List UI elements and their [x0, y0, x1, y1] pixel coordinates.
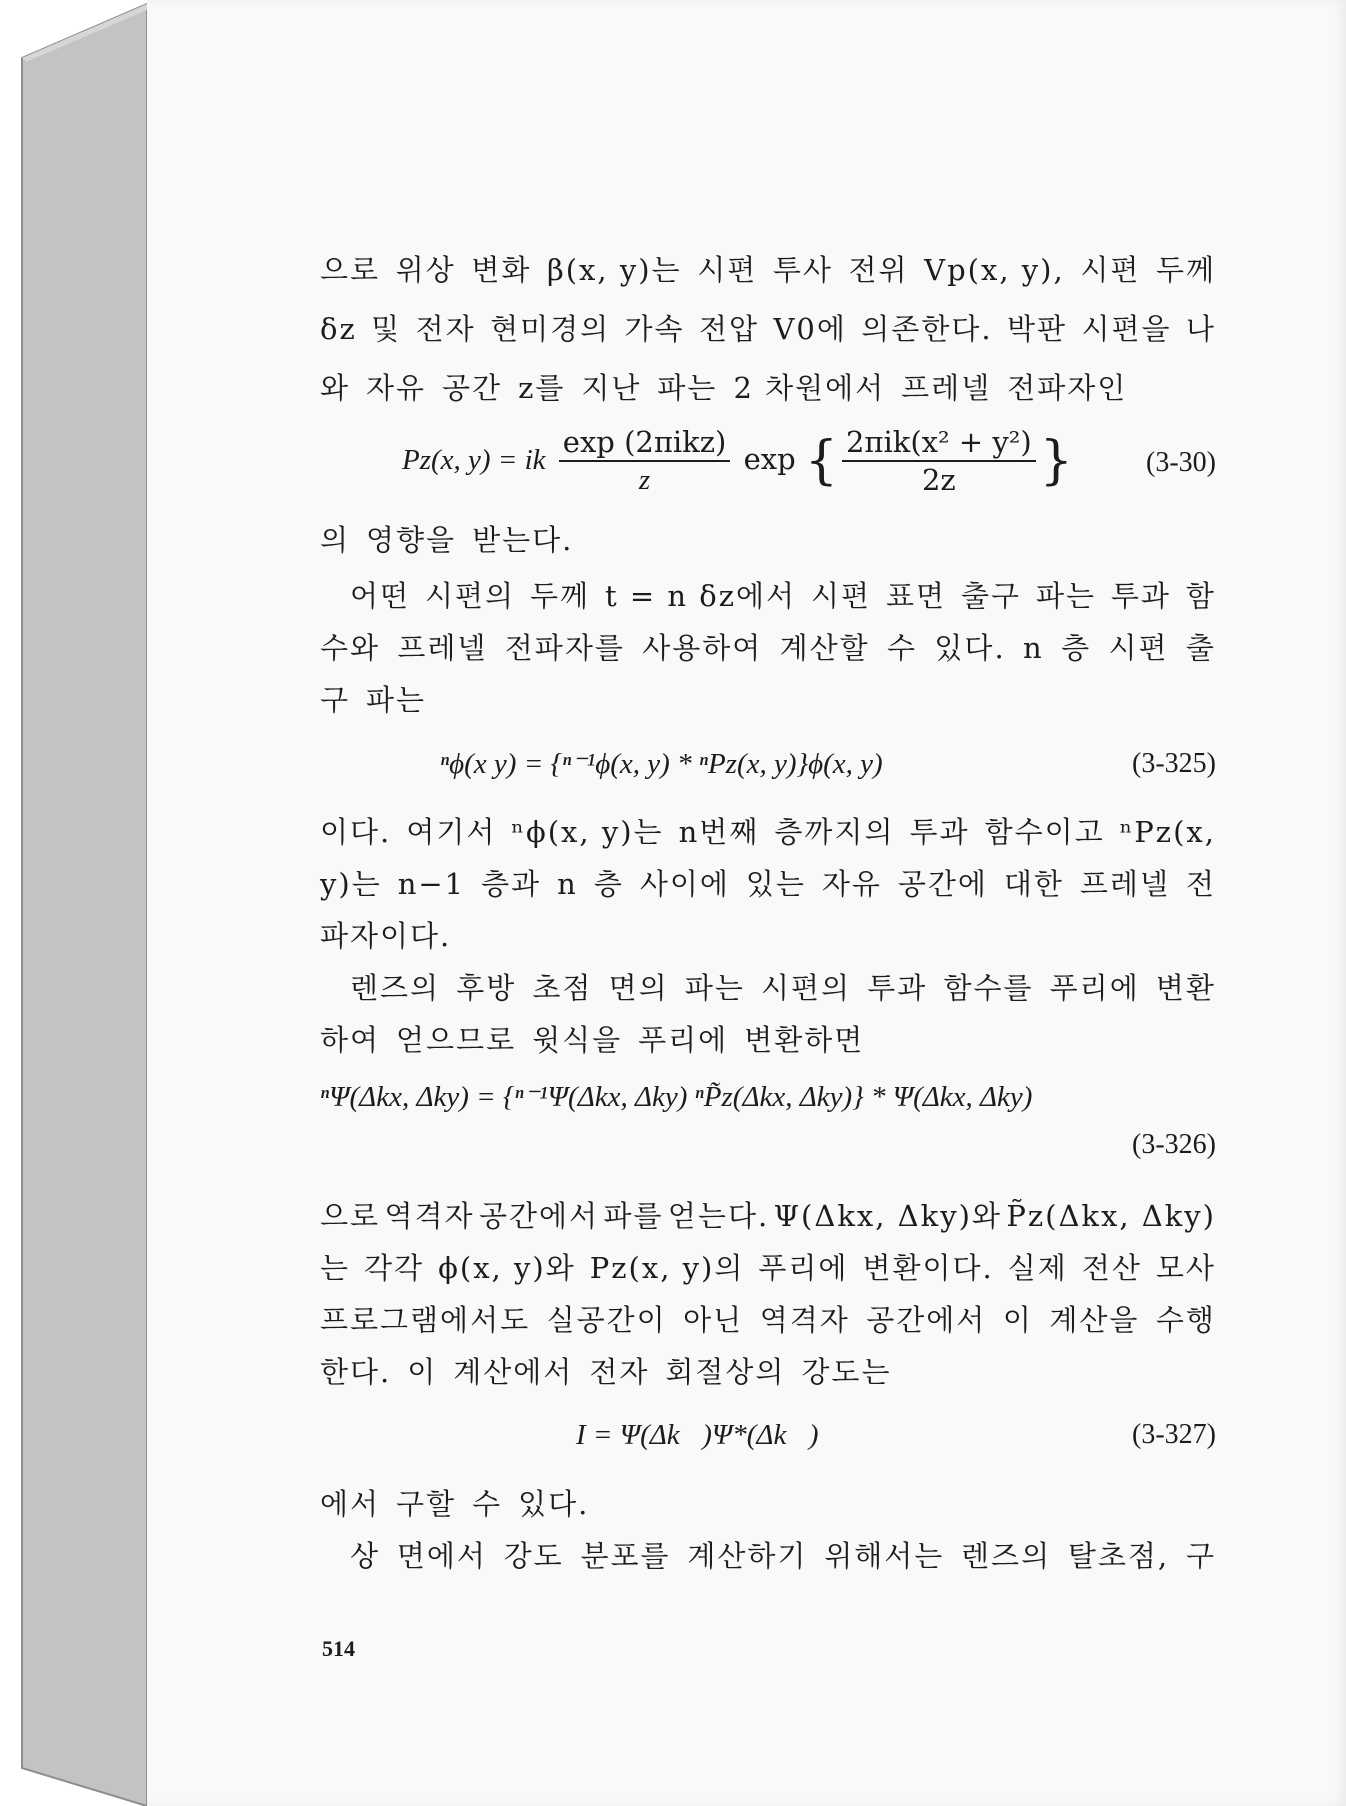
equation-3-326-label-row [320, 1120, 1216, 1170]
word: 수와 [320, 631, 381, 665]
word: 전자 [589, 1355, 650, 1389]
eq330-numerator-2: 2πik(x² + y²) [842, 424, 1036, 462]
word: Ψ(Δkx, Δky)와 [773, 1199, 1002, 1233]
word: 시편을 [1081, 312, 1172, 346]
word: 역격자 [759, 1303, 850, 1337]
word: 분포를 [580, 1539, 671, 1573]
word: β(x, y)는 [546, 253, 682, 287]
eq330-lhs: Pz(x, y) = ik [402, 444, 546, 476]
word: 강도 [503, 1539, 564, 1573]
word: 으로 [320, 253, 381, 287]
word: 역격자 [384, 1199, 475, 1233]
equation-number: (3-325) [1132, 748, 1216, 779]
word: 여기서 [406, 815, 497, 849]
word: 이다. [320, 815, 392, 849]
text-line-1 [320, 244, 1216, 296]
text-line-11 [320, 962, 1216, 1014]
word: 전위 [848, 253, 909, 287]
text-line-2 [320, 303, 1216, 355]
equation-number: (3-30) [1146, 447, 1216, 478]
word: 박판 [1007, 312, 1068, 346]
right-brace-icon: } [1039, 431, 1073, 491]
word: 전 [1185, 867, 1216, 901]
word: 각각 [364, 1251, 425, 1285]
word: 면의 [608, 971, 669, 1005]
word: 파는 [684, 971, 745, 1005]
word: 투과 [909, 815, 970, 849]
text-line-14 [320, 1242, 1216, 1294]
word: 계산을 [1049, 1303, 1140, 1337]
word: 한다. [320, 1355, 392, 1389]
equation-3-326 [320, 1072, 1216, 1122]
word: 실제 [1007, 1251, 1068, 1285]
word: 출 [1185, 631, 1216, 665]
word: 렌즈의 [961, 1539, 1052, 1573]
word: 대한 [1003, 867, 1064, 901]
word: 전압 [699, 312, 760, 346]
text-line-9 [320, 858, 1216, 910]
word: 는 [320, 1251, 351, 1285]
word: 현미경의 [490, 312, 611, 346]
word: 프로그램에서도 [320, 1303, 531, 1337]
text-line-12 [320, 1014, 1216, 1066]
word: 구 [320, 683, 351, 717]
word: 위해서는 [824, 1539, 945, 1573]
word: 계산할 [779, 631, 870, 665]
word: n−1 [397, 867, 466, 901]
word: 전파자를 [504, 631, 625, 665]
word: 시편 [697, 253, 758, 287]
word: ⁿPz(x, [1119, 815, 1216, 849]
word: 층 [1061, 631, 1092, 665]
word: 수 [887, 631, 918, 665]
eq325-body: ⁿϕ(x y) = {ⁿ⁻¹ϕ(x, y) * ⁿPz(x, y)}ϕ(x, y) [440, 748, 883, 780]
word: 나 [1185, 312, 1216, 346]
word: 의존한다. [861, 312, 993, 346]
word: 자유 [821, 867, 882, 901]
eq327-body: I = Ψ(Δk⃗)Ψ*(Δk⃗) [576, 1419, 819, 1451]
word: 시편의 [761, 971, 852, 1005]
left-brace-icon: { [804, 431, 838, 491]
word: 푸리에 [638, 1023, 729, 1057]
word: 면에서 [396, 1539, 487, 1573]
equation-3-325 [320, 739, 1216, 789]
word: 프레넬 [901, 371, 992, 405]
word: 시편 [1080, 253, 1141, 287]
word: 가속 [624, 312, 685, 346]
word: 공간에서 [478, 1199, 600, 1233]
text-line-10 [320, 910, 1216, 962]
eq330-fraction-2 [842, 424, 1036, 498]
word: t = n δz에서 [604, 579, 797, 613]
equation-3-30 [320, 424, 1216, 504]
word: 자유 [366, 371, 427, 405]
word: V0에 [773, 312, 847, 346]
text-line-17 [320, 1478, 1216, 1530]
text-line-15 [320, 1294, 1216, 1346]
word: 함수이고 [984, 815, 1105, 849]
word: 파는 [657, 371, 718, 405]
word: 푸리에 [1049, 971, 1140, 1005]
equation-3-327 [320, 1410, 1216, 1460]
word: 투과 [1110, 579, 1171, 613]
word: 함수를 [943, 971, 1034, 1005]
text-line-5 [320, 570, 1216, 622]
text-line-7 [320, 674, 1216, 726]
word: 모사 [1155, 1251, 1216, 1285]
word: 영향을 [366, 523, 457, 557]
word: 수행 [1155, 1303, 1216, 1337]
word: 있다. [934, 631, 1006, 665]
word: 에서 [320, 1487, 381, 1521]
word: 사이에 [639, 867, 730, 901]
word: 받는다. [472, 523, 574, 557]
word: 변환이다. [862, 1251, 994, 1285]
word: 이 [407, 1355, 438, 1389]
word: 시편 [1108, 631, 1169, 665]
word: 공간에 [897, 867, 988, 901]
word: 함 [1185, 579, 1216, 613]
text-line-18 [320, 1530, 1216, 1582]
word: 투사 [772, 253, 833, 287]
eq330-denominator-2: 2z [921, 463, 956, 497]
word: z를 [518, 371, 566, 405]
word: 층과 [481, 867, 542, 901]
word: 두께 [1155, 253, 1216, 287]
word: 아닌 [683, 1303, 744, 1337]
word: 공간에서 [866, 1303, 987, 1337]
word: 지난 [581, 371, 642, 405]
word: 투과 [867, 971, 928, 1005]
word: 변화 [471, 253, 532, 287]
word: 후방 [456, 971, 517, 1005]
word: 얻으므로 [396, 1023, 517, 1057]
text-line-8 [320, 806, 1216, 858]
word: Pz(x, y)의 [589, 1251, 745, 1285]
text-line-16 [320, 1346, 1216, 1398]
word: 변환하면 [744, 1023, 865, 1057]
word: 이 [1002, 1303, 1033, 1337]
word: 시편 [810, 579, 872, 613]
word: 프레넬 [397, 631, 488, 665]
text-line-6 [320, 622, 1216, 674]
text-line-13 [320, 1190, 1216, 1242]
equation-number: (3-327) [1132, 1419, 1216, 1450]
eq330-fraction-1 [559, 424, 731, 498]
word: ϕ(x, y)와 [438, 1251, 576, 1285]
eq326-body: ⁿΨ(Δkx, Δky) = {ⁿ⁻¹Ψ(Δkx, Δky) ⁿP̃z(Δkx, Δky)} * Ψ(Δkx, Δky) [320, 1081, 1033, 1113]
word: 강도는 [801, 1355, 892, 1389]
word: 파자이다. [320, 919, 452, 953]
word: 위상 [395, 253, 456, 287]
word: 푸리에 [758, 1251, 849, 1285]
word: 파를 [603, 1199, 664, 1233]
word: 있다. [518, 1487, 590, 1521]
word: 전파자인 [1007, 371, 1128, 405]
eq330-numerator-1: exp (2πikz) [559, 424, 731, 462]
word: 층까지의 [774, 815, 895, 849]
word: 및 [371, 312, 402, 346]
word: 수 [472, 1487, 503, 1521]
word: 출구 [960, 579, 1021, 613]
word: 계산에서 [453, 1355, 574, 1389]
word: 프레넬 [1079, 867, 1170, 901]
equation-number: (3-326) [1132, 1129, 1216, 1160]
word: 실공간이 [546, 1303, 667, 1337]
word: 표면 [885, 579, 946, 613]
word: 구할 [396, 1487, 457, 1521]
word: 2 차원에서 [733, 371, 886, 405]
word: 파는 [1035, 579, 1096, 613]
word: 변환 [1155, 971, 1216, 1005]
word: 파는 [366, 683, 427, 717]
word: 사용하여 [642, 631, 763, 665]
word: 시편의 [424, 579, 516, 613]
word: n [1023, 631, 1044, 665]
word: 렌즈의 [350, 971, 441, 1005]
text-line-4 [320, 514, 1216, 566]
word: 윗식을 [532, 1023, 623, 1057]
eq330-denominator-1: z [638, 464, 651, 496]
word: P̃z(Δkx, Δky) [1006, 1199, 1216, 1233]
word: 전자 [415, 312, 476, 346]
word: n [557, 867, 578, 901]
word: 탈초점, [1067, 1539, 1170, 1573]
word: 공간 [442, 371, 503, 405]
word: 상 [350, 1539, 381, 1573]
word: Vp(x, y), [924, 253, 1065, 287]
word: 두께 [529, 579, 591, 613]
word: 하여 [320, 1023, 381, 1057]
word: n번째 [678, 815, 760, 849]
word: 회절상의 [665, 1355, 786, 1389]
page-number: 514 [322, 1636, 355, 1661]
word: 의 [320, 523, 351, 557]
word: 얻는다. [667, 1199, 770, 1233]
word: ⁿϕ(x, y)는 [511, 815, 664, 849]
word: 구 [1185, 1539, 1216, 1573]
word: 있는 [745, 867, 806, 901]
eq330-exp: exp [743, 442, 796, 476]
word: 초점 [532, 971, 593, 1005]
word: 전산 [1081, 1251, 1142, 1285]
word: 으로 [320, 1199, 381, 1233]
word: 와 [320, 371, 351, 405]
text-line-3 [320, 362, 1216, 414]
word: 층 [593, 867, 624, 901]
word: 어떤 [350, 579, 411, 613]
word: δz [320, 312, 357, 346]
word: y)는 [320, 867, 382, 901]
word: 계산하기 [687, 1539, 808, 1573]
